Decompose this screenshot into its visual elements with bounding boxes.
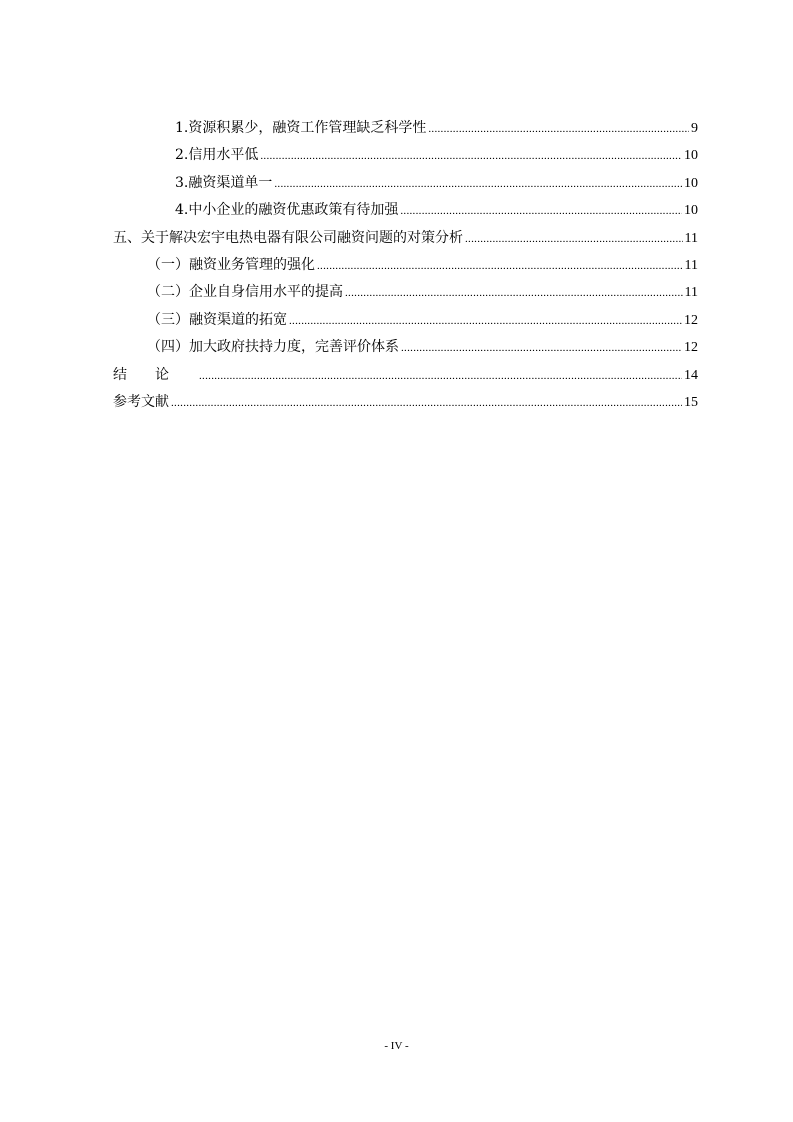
toc-entry-page: 10	[684, 203, 698, 219]
toc-entry-page: 15	[684, 394, 698, 410]
toc-entry-title: 4.中小企业的融资优惠政策有待加强	[175, 202, 399, 219]
toc-leader-dots	[317, 253, 683, 280]
toc-leader-dots	[199, 363, 682, 390]
toc-leader-dots	[401, 335, 682, 362]
toc-entry-page: 10	[684, 148, 698, 164]
table-of-contents	[113, 115, 698, 416]
toc-entry-page: 11	[684, 285, 698, 301]
toc-entry-title: （二）企业自身信用水平的提高	[147, 284, 343, 301]
toc-entry-page: 14	[684, 367, 698, 383]
toc-entry-page: 11	[684, 230, 698, 246]
toc-leader-dots	[400, 198, 682, 225]
toc-entry[interactable]	[113, 170, 698, 197]
toc-entry-page: 11	[684, 257, 698, 273]
toc-entry[interactable]	[113, 197, 698, 224]
toc-entry[interactable]	[113, 225, 698, 252]
toc-entry-title: 结论	[113, 366, 197, 383]
toc-entry[interactable]	[113, 307, 698, 334]
toc-entry[interactable]	[113, 334, 698, 361]
toc-entry[interactable]	[113, 142, 698, 169]
toc-leader-dots	[171, 390, 682, 417]
toc-leader-dots	[289, 308, 682, 335]
toc-entry[interactable]	[113, 389, 698, 416]
toc-entry[interactable]	[113, 252, 698, 279]
toc-leader-dots	[465, 226, 683, 253]
toc-entry-page: 9	[691, 121, 698, 136]
toc-entry-title: 1.资源积累少，融资工作管理缺乏科学性	[175, 120, 427, 136]
page-number: - IV -	[384, 1040, 409, 1052]
toc-entry-page: 12	[684, 340, 698, 356]
toc-entry-page: 12	[684, 312, 698, 328]
toc-entry-title: （四）加大政府扶持力度，完善评价体系	[147, 339, 399, 356]
toc-entry-title: 参考文献	[113, 393, 169, 410]
page-footer	[0, 1040, 793, 1052]
toc-leader-dots	[260, 143, 682, 170]
toc-entry[interactable]	[113, 362, 698, 389]
toc-entry-title: 2.信用水平低	[175, 147, 259, 164]
toc-leader-dots	[345, 280, 683, 307]
toc-entry-page: 10	[684, 175, 698, 191]
toc-entry-title: （三）融资渠道的拓宽	[147, 311, 287, 328]
toc-entry-title: 3.融资渠道单一	[175, 174, 273, 191]
toc-entry-title: 五、关于解决宏宇电热电器有限公司融资问题的对策分析	[113, 229, 463, 246]
toc-leader-dots	[428, 116, 689, 143]
toc-entry-title: （一）融资业务管理的强化	[147, 256, 315, 273]
toc-leader-dots	[274, 171, 682, 198]
toc-entry[interactable]	[113, 115, 698, 142]
toc-entry[interactable]	[113, 279, 698, 306]
